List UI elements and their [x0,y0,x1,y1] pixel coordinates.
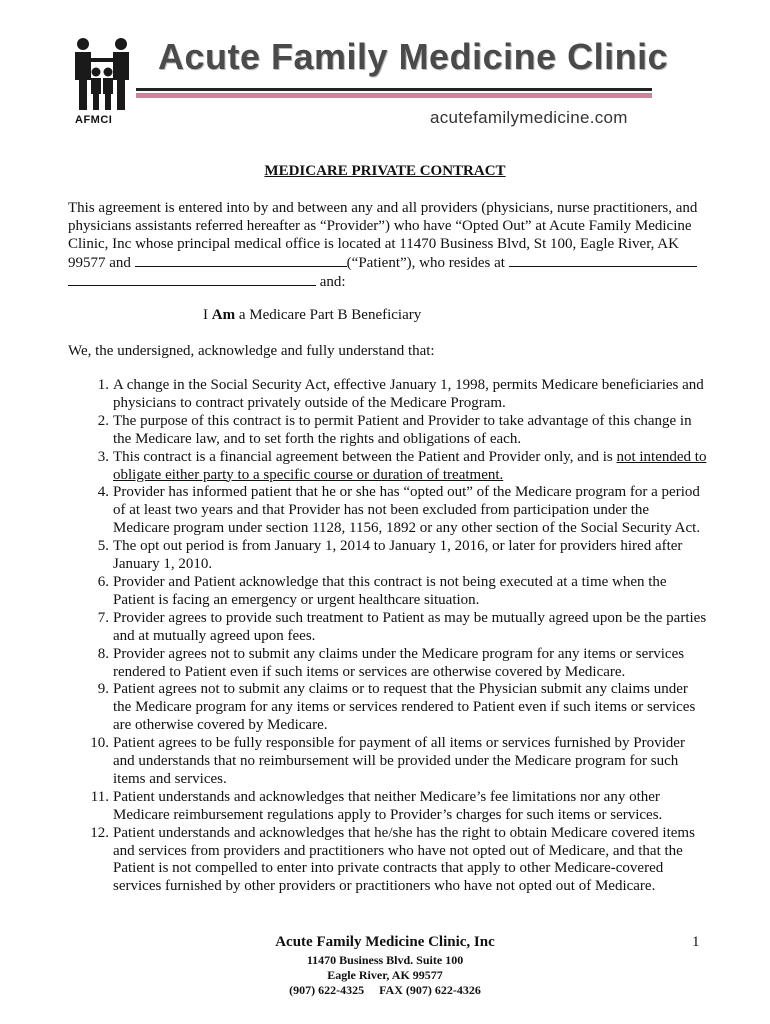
list-item [68,735,708,789]
clinic-website: acutefamilymedicine.com [430,108,628,127]
item-number: 3. [97,448,109,465]
list-item [68,574,708,610]
intro-text-3: and: [319,274,346,290]
item-number: 1. [97,377,109,393]
list-item [68,825,708,897]
item-number: 6. [97,573,109,590]
item-text: Patient agrees to be fully responsible for payment of all items or services furnished by Provider and understands that no reimbursement will be provided under the Medicare program for such items and services. [113,735,685,787]
beneficiary-suffix: a Medicare Part B Beneficiary [238,307,422,323]
item-text: Provider agrees to provide such treatment to Patient as may be mutually agreed upon be the parties and at mutually agreed upon fees. [113,609,707,644]
footer-fax: FAX (907) 622-4326 [379,983,481,997]
item-number: 2. [97,412,109,429]
footer-address-line-2: Eagle River, AK 99577 [327,968,443,982]
terms-list [68,377,708,896]
item-text: Patient agrees not to submit any claims or to request that the Physician submit any claims under the Medicare program for any items or services rendered to Patient even if such items or services are otherwise covered by Medicare. [113,681,696,734]
item-number: 9. [97,681,109,698]
intro-paragraph [68,199,708,291]
item-number: 10. [90,735,109,752]
beneficiary-bold: Am [211,307,236,323]
header-rule-accent [136,93,652,98]
list-item [68,646,708,682]
item-text: This contract is a financial agreement between the Patient and Provider only, and is [113,448,613,465]
item-number: 5. [97,538,109,555]
patient-address-blank-1[interactable] [509,253,697,267]
list-item [68,449,708,485]
family-figures-icon [72,36,134,116]
clinic-name-heading: Acute Family Medicine Clinic [158,36,669,77]
footer-clinic-name: Acute Family Medicine Clinic, Inc [275,934,495,950]
list-item [68,484,708,538]
list-item [68,610,708,646]
item-text: Provider agrees not to submit any claims under the Medicare program for any items or services rendered to Patient even if such items or services are otherwise covered by Medicare. [113,645,685,680]
item-text: Provider has informed patient that he or she has “opted out” of the Medicare program for a period of at least two years and that Provider has not been excluded from participation under the Medicare program under section 1128, 1156, 1892 or any other section of the Social Security Act. [113,484,701,537]
item-text: The purpose of this contract is to permit Patient and Provider to take advantage of this change in the Medicare law, and to set forth the rights and obligations of each. [113,412,692,447]
footer-contact-line [0,983,770,998]
item-text: Provider and Patient acknowledge that this contract is not being executed at a time when the Patient is facing an emergency or urgent healthcare situation. [113,573,667,608]
patient-name-blank[interactable] [135,253,347,267]
item-text: The opt out period is from January 1, 2014 to January 1, 2016, or later for providers hired after January 1, 2010. [113,538,683,573]
item-text: A change in the Social Security Act, effective January 1, 1998, permits Medicare beneficiaries and physicians to contract privately outside of the Medicare Program. [113,377,704,411]
item-underlined-text: not intended to obligate either party to a specific course or duration of treatment. [113,448,707,483]
header-rule-dark [136,88,652,91]
intro-text-1: This agreement is entered into by and between any and all providers (physicians, nurse practitioners, and physicians assistants referred hereafter as “Provider”) who have “Opted Out” at Acute Family Medicine Clinic, Inc whose principal medical office is located at 11470 Business Blvd, St 100, Eagle River, AK 99577 and [68,200,698,271]
list-item [68,413,708,449]
page-number: 1 [692,934,700,950]
footer-address-line-1: 11470 Business Blvd. Suite 100 [306,953,464,967]
item-number: 12. [90,824,109,841]
intro-text-2: (“Patient”), who resides at [346,255,505,271]
list-item [68,538,708,574]
footer-phone: (907) 622-4325 [289,983,365,997]
item-number: 7. [97,609,109,626]
item-number: 11. [90,788,109,805]
item-text: Patient understands and acknowledges that he/she has the right to obtain Medicare covered items and services from providers and practitioners who have not opted out of Medicare, and that the Patient is not compelled to enter into private contracts that apply to other Medicare-covered services furnished by other providers or practitioners who have not opted out of Medicare. [113,824,695,895]
item-number: 4. [97,484,109,501]
item-number: 8. [97,645,109,662]
logo-abbreviation: AFMCI [75,114,113,126]
document-title: MEDICARE PRIVATE CONTRACT [264,163,506,179]
list-item [68,789,708,825]
beneficiary-prefix: I [203,307,208,323]
patient-address-blank-2[interactable] [68,272,316,286]
item-text: Patient understands and acknowledges that neither Medicare’s fee limitations nor any other Medicare reimbursement regulations apply to Provider’s charges for such items or services. [113,788,663,823]
list-item [68,681,708,735]
acknowledgement-line: We, the undersigned, acknowledge and fully understand that: [68,343,435,359]
beneficiary-statement [203,307,421,324]
list-item [68,377,708,413]
